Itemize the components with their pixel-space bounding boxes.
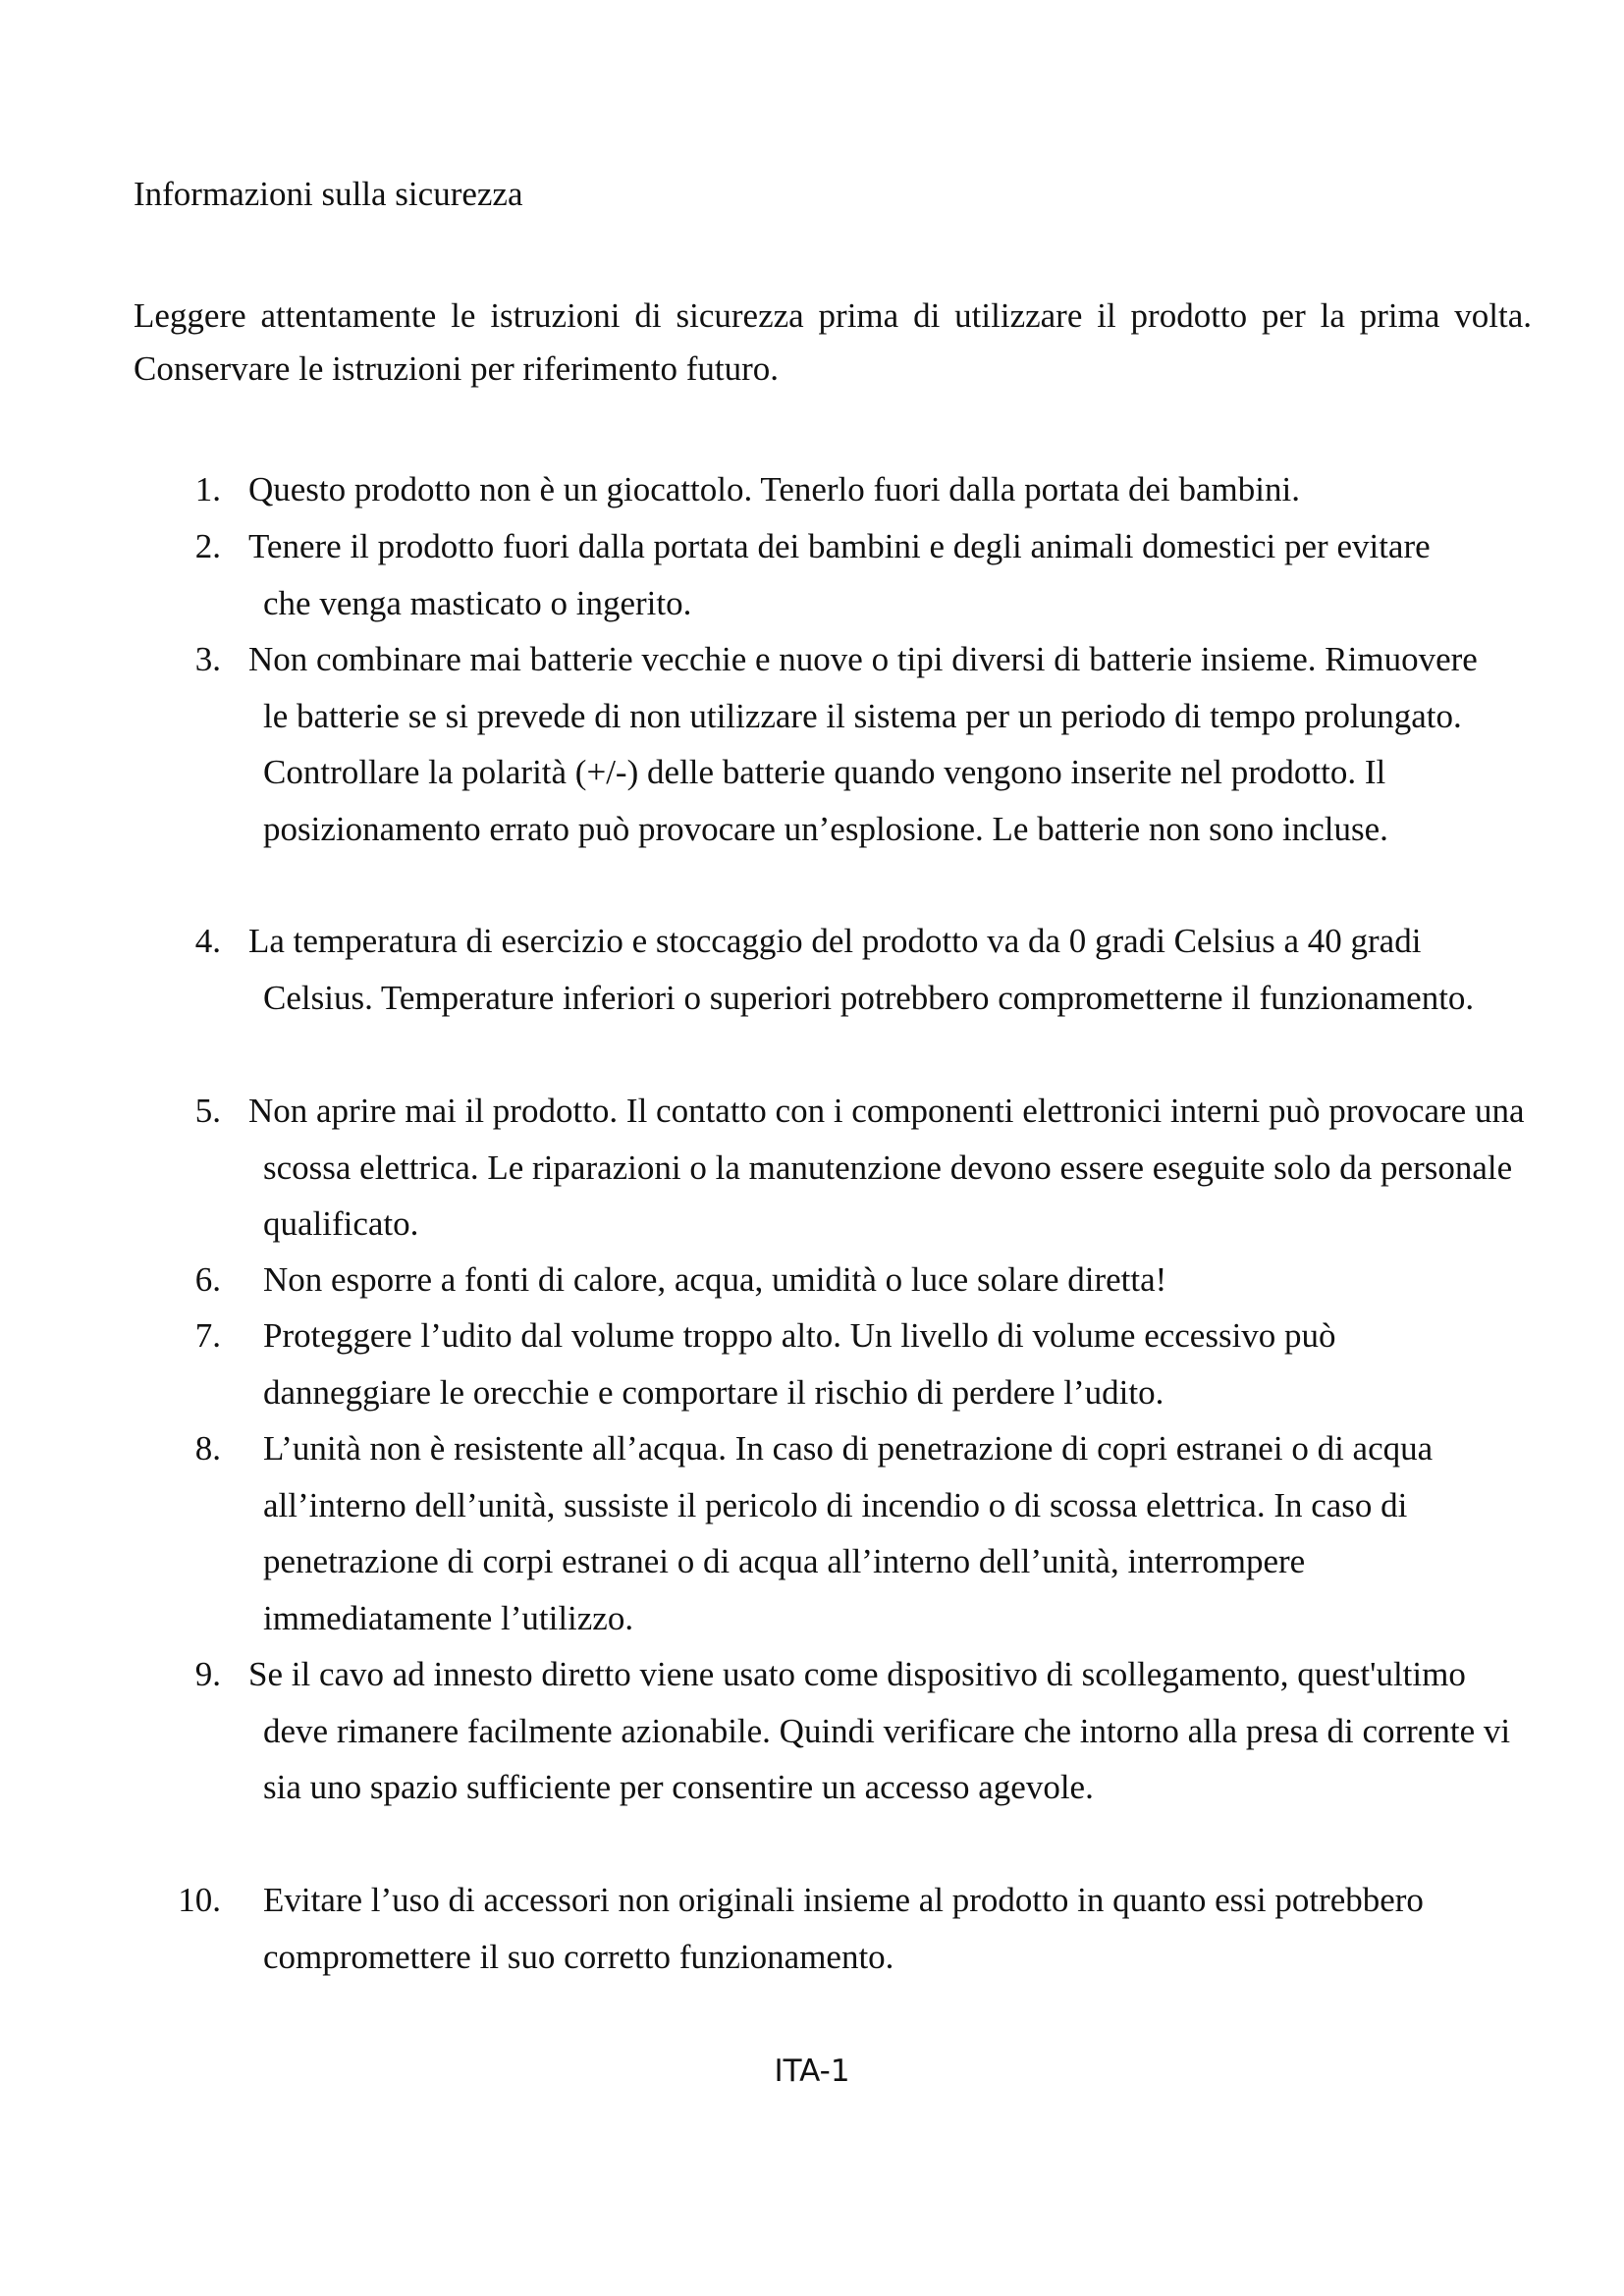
item-text: Questo prodotto non è un giocattolo. Tenerlo fuori dalla portata dei bambini. [248, 470, 1300, 508]
item-number: 6. [194, 1260, 221, 1299]
page-title: Informazioni sulla sicurezza [134, 175, 523, 213]
item-number: 3. [194, 640, 221, 678]
intro-paragraph: Leggere attentamente le istruzioni di sicurezza prima di utilizzare il prodotto per la prima volta. Conservare le istruzioni per riferimento futuro. [134, 296, 1532, 388]
item-text: Proteggere l’udito dal volume troppo alto. Un livello di volume eccessivo può danneggiare le orecchie e comportare il rischio di perdere l’udito. [263, 1316, 1336, 1412]
page-number: ITA-1 [774, 2054, 850, 2089]
item-number: 4. [194, 922, 221, 960]
item-text: Evitare l’uso di accessori non originali insieme al prodotto in quanto essi potrebbero compromettere il suo corretto funzionamento. [263, 1881, 1424, 1976]
item-text: L’unità non è resistente all’acqua. In caso di penetrazione di copri estranei o di acqua all’interno dell’unità, sussiste il pericolo di incendio o di scossa elettrica. In caso di penetrazione di corpi estranei o di acqua all’interno dell’unità, interrompere immediatamente l’utilizzo. [263, 1429, 1434, 1637]
item-number: 8. [194, 1429, 221, 1468]
item-text: Se il cavo ad innesto diretto viene usato come dispositivo di scollegamento, quest'ultimo deve rimanere facilmente azionabile. Quindi verificare che intorno alla presa di corrente vi sia uno spazio sufficiente per consentire un accesso agevole. [248, 1655, 1511, 1806]
item-text: Non aprire mai il prodotto. Il contatto con i componenti elettronici interni può provocare una scossa elettrica. Le riparazioni o la manutenzione devono essere eseguite solo da personale qualificato. [248, 1092, 1525, 1243]
item-number: 5. [194, 1092, 221, 1130]
item-number: 10. [178, 1881, 221, 1919]
item-number: 9. [194, 1655, 221, 1693]
item-text: Non esporre a fonti di calore, acqua, umidità o luce solare diretta! [263, 1260, 1167, 1299]
item-number: 7. [194, 1316, 221, 1355]
item-text: Non combinare mai batterie vecchie e nuove o tipi diversi di batterie insieme. Rimuovere le batterie se si prevede di non utilizzare il sistema per un periodo di tempo prolungato. Controllare la polarità (+/-) delle batterie quando vengono inserite nel prodotto. Il posizionamento errato può provocare un’esplosione. Le batterie non sono incluse. [248, 640, 1478, 848]
item-number: 1. [194, 470, 221, 508]
item-number: 2. [194, 527, 221, 565]
item-text: La temperatura di esercizio e stoccaggio del prodotto va da 0 gradi Celsius a 40 gradi Celsius. Temperature inferiori o superiori potrebbero comprometterne il funzionamento. [248, 922, 1475, 1017]
item-text: Tenere il prodotto fuori dalla portata dei bambini e degli animali domestici per evitare che venga masticato o ingerito. [248, 527, 1431, 622]
